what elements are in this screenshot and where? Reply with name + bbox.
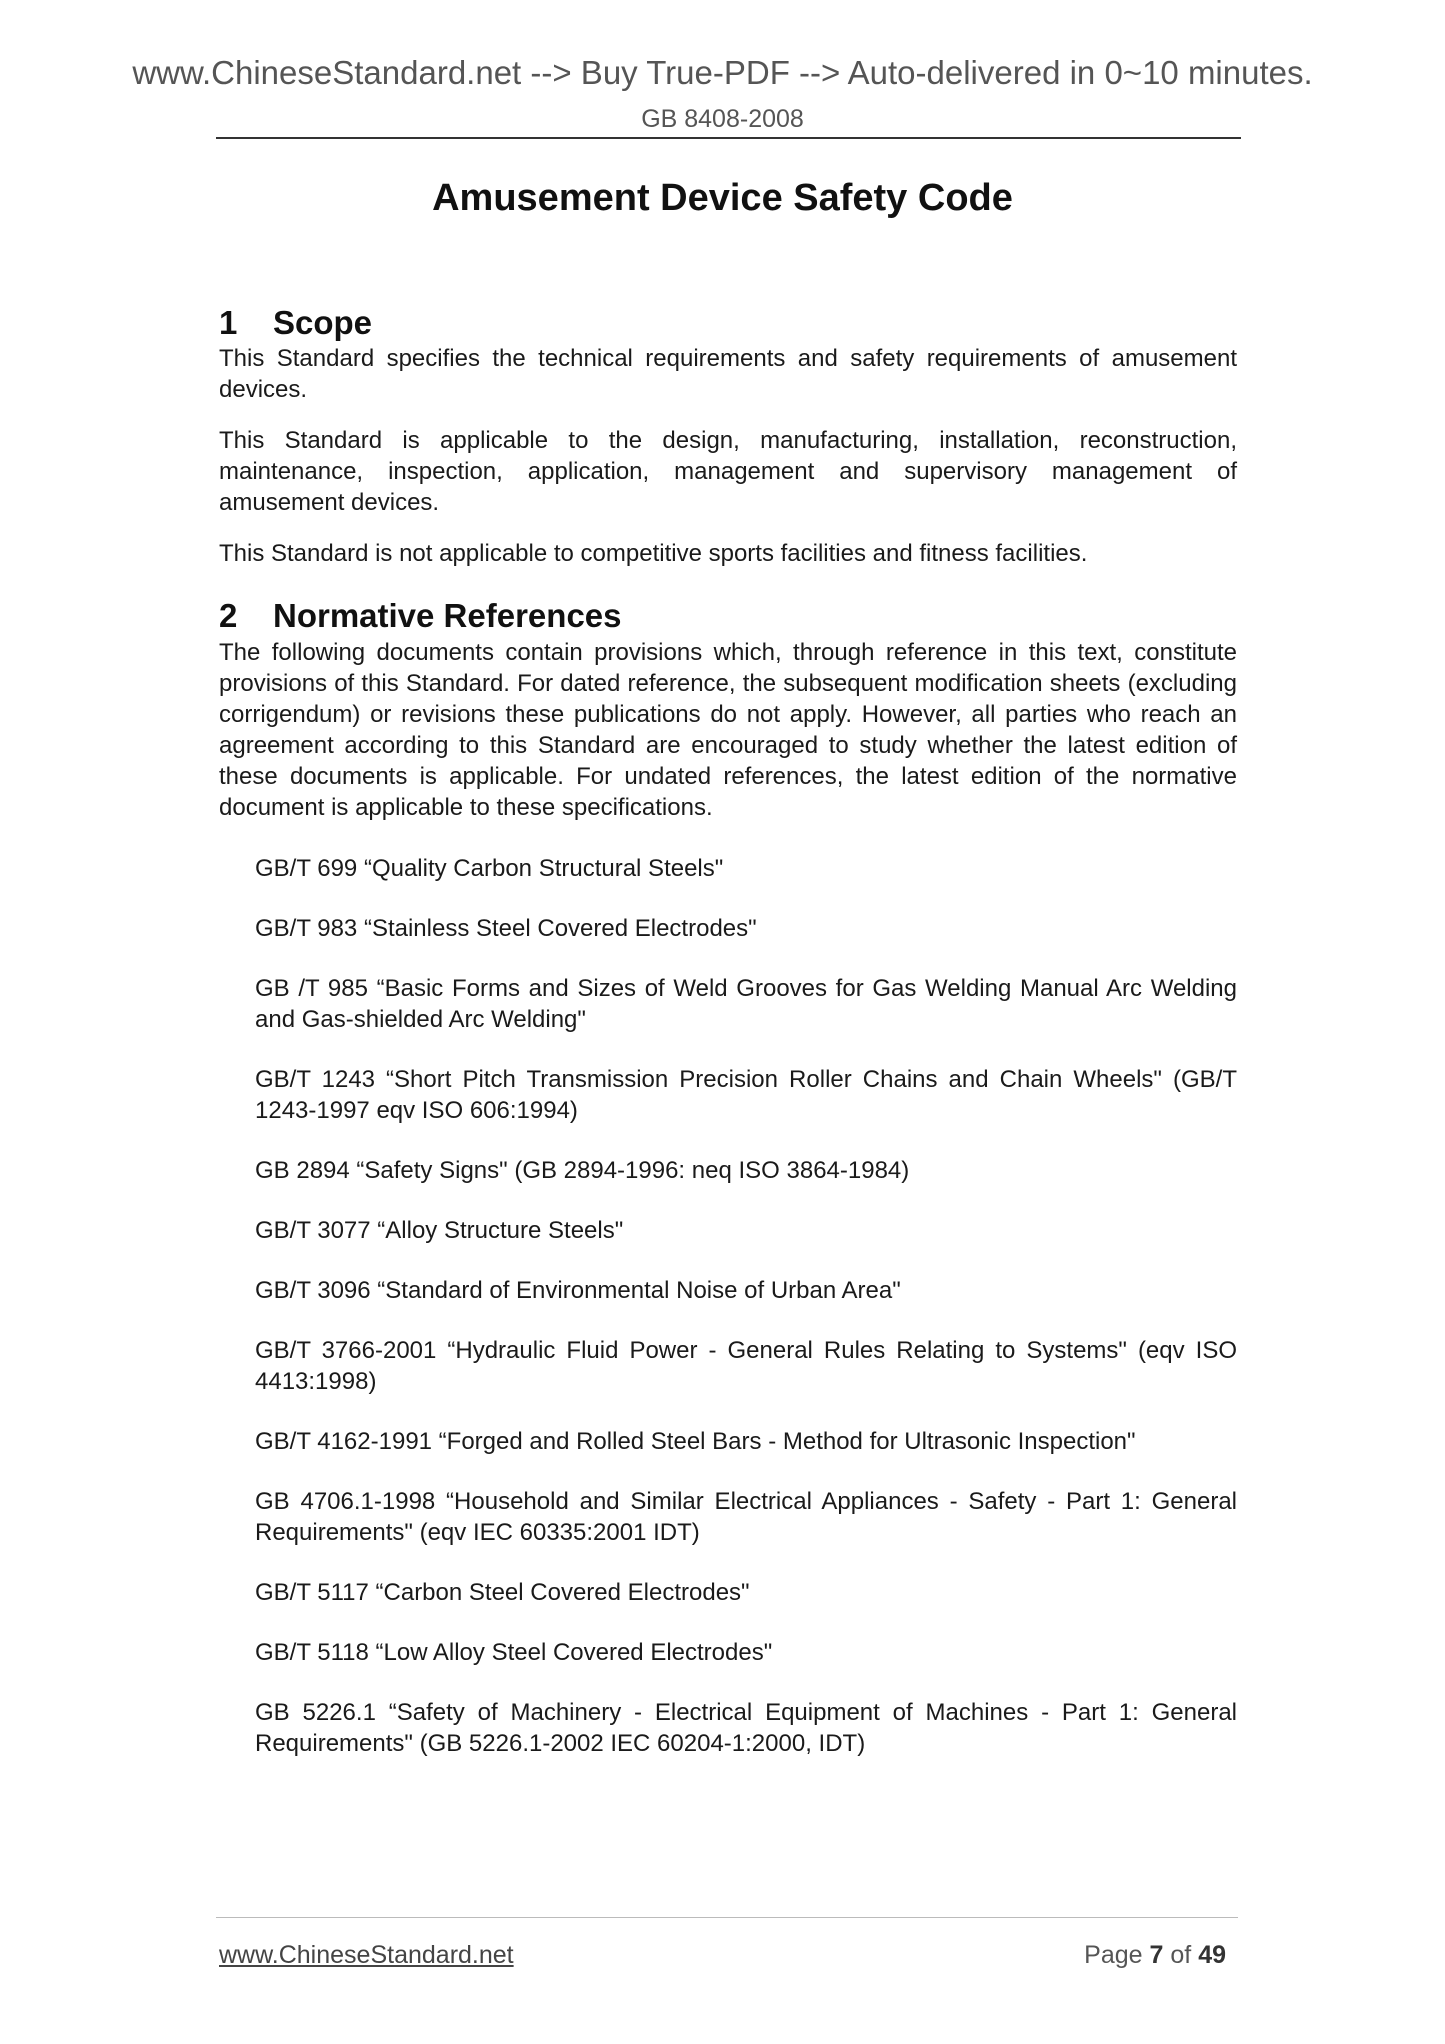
reference-item: GB/T 3766-2001 “Hydraulic Fluid Power - General Rules Relating to Systems" (eqv ISO 4413:1998) bbox=[255, 1336, 1237, 1395]
reference-item: GB/T 4162-1991 “Forged and Rolled Steel Bars - Method for Ultrasonic Inspection" bbox=[255, 1427, 1136, 1455]
reference-item: GB/T 699 “Quality Carbon Structural Steels" bbox=[255, 854, 724, 882]
page-of: of bbox=[1170, 1941, 1192, 1969]
document-body bbox=[219, 302, 1237, 1788]
reference-item: GB/T 1243 “Short Pitch Transmission Precision Roller Chains and Chain Wheels" (GB/T 1243-1997 eqv ISO 606:1994) bbox=[255, 1065, 1237, 1124]
page-label: Page bbox=[1084, 1941, 1143, 1969]
reference-list bbox=[219, 853, 1237, 1759]
page-title: Amusement Device Safety Code bbox=[432, 177, 1013, 219]
paragraph: The following documents contain provisions which, through reference in this text, constitute provisions of this Standard. For dated reference, the subsequent modification sheets (excluding corrigendum) or revisions these publications do not apply. However, all parties who reach an agreement according to this Standard are encouraged to study whether the latest edition of these documents is applicable. For undated references, the latest edition of the normative document is applicable to these specifications. bbox=[219, 638, 1237, 821]
reference-item: GB /T 985 “Basic Forms and Sizes of Weld Grooves for Gas Welding Manual Arc Welding and Gas-shielded Arc Welding" bbox=[255, 974, 1237, 1033]
reference-item: GB/T 983 “Stainless Steel Covered Electrodes" bbox=[255, 914, 757, 942]
paragraph: This Standard is not applicable to competitive sports facilities and fitness facilities. bbox=[219, 540, 1088, 568]
section-number: 1 bbox=[219, 304, 238, 341]
page-current: 7 bbox=[1149, 1941, 1164, 1969]
paragraph: This Standard is applicable to the design, manufacturing, installation, reconstruction, maintenance, inspection, application, management and supervisory management of amusement devices. bbox=[219, 427, 1237, 517]
section-title: Normative References bbox=[273, 597, 622, 635]
section-heading-scope bbox=[219, 302, 1237, 343]
footer-divider bbox=[216, 1917, 1238, 1918]
page-total: 49 bbox=[1198, 1941, 1226, 1969]
reference-item: GB 5226.1 “Safety of Machinery - Electrical Equipment of Machines - Part 1: General Requirements" (GB 5226.1-2002 IEC 60204-1:2000, IDT) bbox=[255, 1698, 1237, 1757]
document-id: GB 8408-2008 bbox=[641, 105, 804, 133]
section-heading-normative-references bbox=[219, 595, 1237, 636]
reference-item: GB 4706.1-1998 “Household and Similar Electrical Appliances - Safety - Part 1: General Requirements" (eqv IEC 60335:2001 IDT) bbox=[255, 1487, 1237, 1546]
section-number: 2 bbox=[219, 597, 238, 635]
reference-item: GB/T 3096 “Standard of Environmental Noise of Urban Area" bbox=[255, 1276, 901, 1304]
section-title: Scope bbox=[273, 304, 373, 341]
header-banner: www.ChineseStandard.net --> Buy True-PDF --> Auto-delivered in 0~10 minutes. bbox=[132, 54, 1313, 91]
reference-item: GB/T 5117 “Carbon Steel Covered Electrodes" bbox=[255, 1578, 750, 1606]
reference-item: GB/T 3077 “Alloy Structure Steels" bbox=[255, 1216, 624, 1244]
page-number bbox=[1084, 1943, 1226, 1968]
header-divider bbox=[216, 137, 1241, 139]
paragraph: This Standard specifies the technical requirements and safety requirements of amusement devices. bbox=[219, 345, 1237, 404]
footer-website-link[interactable]: www.ChineseStandard.net bbox=[219, 1941, 514, 1969]
reference-item: GB/T 5118 “Low Alloy Steel Covered Electrodes" bbox=[255, 1638, 773, 1666]
reference-item: GB 2894 “Safety Signs" (GB 2894-1996: neq ISO 3864-1984) bbox=[255, 1156, 910, 1184]
